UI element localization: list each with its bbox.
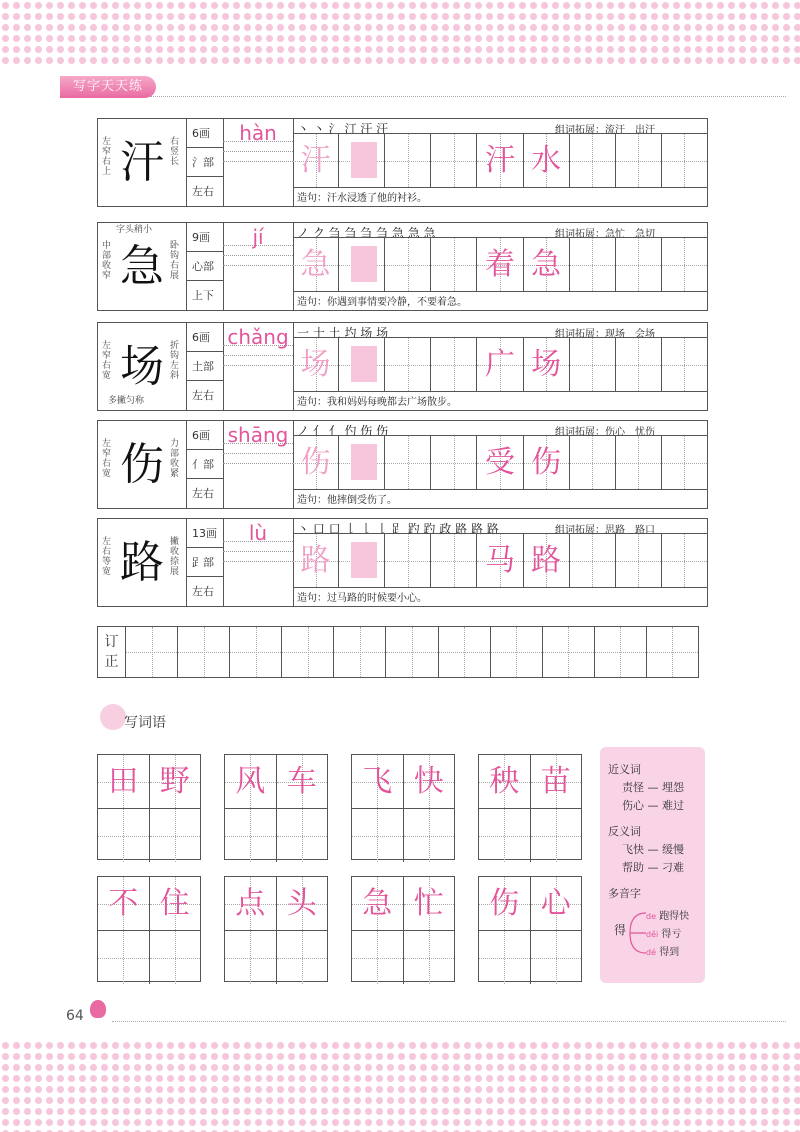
practice-cell[interactable] [339, 436, 385, 489]
structure: 左右 [192, 487, 214, 500]
practice-area [293, 519, 707, 606]
writing-tip: 多撇匀称 [108, 396, 145, 406]
stroke-order: 丶 丶 氵 汀 汗 汗 [297, 122, 389, 136]
writing-tip: 右竖长 [170, 137, 180, 167]
stroke-count: 6画 [186, 323, 223, 352]
example-sentence: 造句：汗水浸透了他的衬衫。 [297, 193, 427, 204]
word-expansion: 组词拓展：流汗 出汗 [555, 125, 655, 136]
writing-tip: 撇收捺展 [170, 537, 180, 577]
practice-cell[interactable] [662, 338, 707, 391]
synonym-pair: 责怪 — 埋怨 [622, 781, 684, 794]
practice-cell[interactable]: 水 [524, 134, 570, 187]
example-sentence: 造句：你遇到事情要冷静，不要着急。 [297, 297, 467, 308]
word-char-cell[interactable]: 秧 [479, 755, 531, 808]
pinyin-cell [223, 421, 294, 508]
practice-grid [293, 435, 707, 490]
empty-writing-cell[interactable] [150, 931, 201, 984]
pinyin: shāng [227, 423, 289, 447]
character-block [97, 518, 708, 607]
model-character-cell [98, 421, 187, 508]
word-expansion: 组词拓展：急忙 急切 [555, 229, 655, 240]
pinyin: lù [248, 521, 268, 545]
practice-cell[interactable] [385, 134, 431, 187]
practice-cell[interactable] [616, 436, 662, 489]
word-char-cell[interactable]: 心 [531, 877, 582, 930]
character-info [186, 323, 224, 410]
empty-writing-cell[interactable] [98, 931, 150, 984]
structure: 上下 [192, 289, 214, 302]
example-sentence: 造句：我和妈妈每晚都去广场散步。 [297, 397, 457, 408]
synonym-pair: 伤心 — 难过 [622, 799, 684, 812]
writing-tip: 力部收紧 [170, 439, 180, 479]
practice-cell[interactable] [662, 134, 707, 187]
word-expansion: 组词拓展：伤心 忧伤 [555, 427, 655, 438]
word-char-cell[interactable]: 住 [150, 877, 201, 930]
practice-grid [293, 133, 707, 188]
polyphone-char: 得 [614, 923, 627, 937]
empty-writing-cell[interactable] [531, 809, 582, 862]
practice-cell[interactable]: 场 [524, 338, 570, 391]
practice-grid [293, 533, 707, 588]
practice-cell[interactable]: 汗 [293, 134, 339, 187]
empty-writing-cell[interactable] [150, 809, 201, 862]
practice-cell[interactable] [616, 338, 662, 391]
structure: 左右 [192, 585, 214, 598]
brace-icon [626, 911, 648, 955]
structure: 左右 [192, 185, 214, 198]
word-box[interactable] [478, 754, 582, 860]
word-char-cell[interactable]: 伤 [479, 877, 531, 930]
empty-writing-cell[interactable] [404, 809, 455, 862]
practice-grid [293, 237, 707, 292]
practice-cell[interactable] [339, 534, 385, 587]
word-char-cell[interactable]: 风 [225, 755, 277, 808]
practice-cell[interactable]: 伤 [524, 436, 570, 489]
practice-cell[interactable] [616, 534, 662, 587]
vocabulary-panel [600, 747, 705, 983]
practice-cell[interactable]: 路 [524, 534, 570, 587]
practice-cell[interactable] [431, 238, 477, 291]
practice-cell[interactable]: 受 [477, 436, 523, 489]
practice-cell[interactable] [662, 238, 707, 291]
word-expansion: 组词拓展：现场 会场 [555, 329, 655, 340]
writing-tip: 中部收窄 [102, 241, 112, 281]
practice-cell[interactable] [662, 436, 707, 489]
stroke-count: 13画 [186, 519, 223, 548]
radical: 亻部 [186, 450, 223, 479]
character-block [97, 118, 708, 207]
page-number: 64 [66, 1008, 84, 1024]
word-char-cell[interactable]: 飞 [352, 755, 404, 808]
empty-writing-cell[interactable] [225, 931, 277, 984]
practice-cell[interactable]: 场 [293, 338, 339, 391]
practice-area [293, 421, 707, 508]
practice-cell[interactable] [385, 534, 431, 587]
character-info [186, 119, 224, 206]
practice-cell[interactable]: 路 [293, 534, 339, 587]
practice-cell[interactable] [385, 338, 431, 391]
practice-cell[interactable] [570, 238, 616, 291]
stroke-order: ノ ク 刍 刍 刍 刍 急 急 急 [297, 226, 436, 240]
word-char-cell[interactable]: 不 [98, 877, 150, 930]
reading-item: děi 得亏 [646, 929, 682, 940]
practice-cell[interactable]: 伤 [293, 436, 339, 489]
antonym-pair: 飞快 — 缓慢 [622, 843, 684, 856]
model-character-cell [98, 223, 187, 310]
model-character: 场 [120, 341, 164, 392]
writing-tip: 左窄右宽 [102, 341, 112, 381]
pinyin-cell [223, 323, 294, 410]
example-sentence: 造句：他摔倒受伤了。 [297, 495, 397, 506]
practice-cell[interactable] [570, 338, 616, 391]
practice-cell[interactable] [385, 238, 431, 291]
character-info [186, 421, 224, 508]
word-char-cell[interactable]: 忙 [404, 877, 455, 930]
polyphone-diagram [608, 903, 697, 963]
word-box[interactable] [351, 754, 455, 860]
word-char-cell[interactable]: 点 [225, 877, 277, 930]
section-icon [100, 704, 126, 730]
pinyin-cell [223, 119, 294, 206]
character-info [186, 223, 224, 310]
stroke-count: 9画 [186, 223, 223, 252]
word-box[interactable] [224, 876, 328, 982]
radical: 心部 [186, 252, 223, 281]
antonym-pair: 帮助 — 刁难 [622, 861, 684, 874]
model-character: 路 [120, 537, 164, 588]
practice-cell[interactable]: 汗 [477, 134, 523, 187]
practice-area [293, 323, 707, 410]
word-char-cell[interactable]: 车 [277, 755, 328, 808]
pinyin: hàn [239, 121, 277, 145]
practice-grid [293, 337, 707, 392]
section-title: 写词语 [124, 715, 166, 731]
example-sentence: 造句：过马路的时候要小心。 [297, 593, 427, 604]
word-char-cell[interactable]: 野 [150, 755, 201, 808]
reading-item: dé 得到 [646, 947, 680, 958]
pinyin: jí [252, 225, 264, 249]
model-character: 汗 [120, 137, 164, 188]
polyphone-heading: 多音字 [608, 887, 641, 900]
practice-area [293, 223, 707, 310]
radical: 土部 [186, 352, 223, 381]
writing-tip: 左窄右宽 [102, 439, 112, 479]
correction-row [97, 626, 699, 678]
top-dot-border [0, 0, 800, 64]
stroke-order: 丶 口 口 𠄌 𠄌 𠄌 𧾷 趵 趵 政 路 路 路 [297, 522, 499, 536]
word-char-cell[interactable]: 头 [277, 877, 328, 930]
practice-cell[interactable] [339, 238, 385, 291]
writing-tip: 卧钩右展 [170, 241, 180, 281]
empty-writing-cell[interactable] [352, 931, 404, 984]
practice-cell[interactable] [570, 134, 616, 187]
footer-divider [112, 1021, 786, 1022]
practice-cell[interactable] [616, 238, 662, 291]
character-block [97, 222, 708, 311]
header-divider [150, 96, 786, 97]
synonym-heading: 近义词 [608, 763, 641, 776]
empty-writing-cell[interactable] [531, 931, 582, 984]
model-character-cell [98, 119, 187, 206]
structure: 左右 [192, 389, 214, 402]
word-char-cell[interactable]: 快 [404, 755, 455, 808]
practice-cell[interactable]: 广 [477, 338, 523, 391]
empty-writing-cell[interactable] [479, 809, 531, 862]
word-char-cell[interactable]: 急 [352, 877, 404, 930]
practice-cell[interactable] [570, 534, 616, 587]
word-box[interactable] [478, 876, 582, 982]
practice-cell[interactable]: 急 [293, 238, 339, 291]
empty-writing-cell[interactable] [277, 931, 328, 984]
character-block [97, 420, 708, 509]
radical: 𧾷部 [186, 548, 223, 577]
correction-label: 订 正 [98, 627, 126, 677]
stroke-order: 一 十 土 圴 场 场 [297, 326, 389, 340]
empty-writing-cell[interactable] [352, 809, 404, 862]
radical: 氵部 [186, 148, 223, 177]
practice-cell[interactable] [385, 436, 431, 489]
practice-cell[interactable] [662, 534, 707, 587]
writing-tip: 折钩左斜 [170, 341, 180, 381]
character-info [186, 519, 224, 606]
writing-tip: 左窄右上 [102, 137, 112, 177]
empty-writing-cell[interactable] [479, 931, 531, 984]
practice-cell[interactable] [431, 338, 477, 391]
stroke-count: 6画 [186, 119, 223, 148]
practice-cell[interactable]: 急 [524, 238, 570, 291]
practice-cell[interactable]: 着 [477, 238, 523, 291]
practice-cell[interactable] [339, 134, 385, 187]
writing-tip: 左右等宽 [102, 537, 112, 577]
pinyin-cell [223, 223, 294, 310]
bottom-dot-border [0, 1040, 800, 1132]
practice-area [293, 119, 707, 206]
empty-writing-cell[interactable] [404, 931, 455, 984]
character-block [97, 322, 708, 411]
stroke-count: 6画 [186, 421, 223, 450]
word-box[interactable] [97, 876, 201, 982]
word-expansion: 组词拓展：思路 路口 [555, 525, 655, 536]
model-character: 伤 [120, 439, 164, 490]
model-character-cell [98, 519, 187, 606]
correction-cells[interactable] [126, 627, 698, 677]
pencil-icon [90, 1000, 106, 1018]
practice-cell[interactable] [431, 134, 477, 187]
empty-writing-cell[interactable] [225, 809, 277, 862]
word-char-cell[interactable]: 苗 [531, 755, 582, 808]
series-title-tab: 写字天天练 [60, 76, 156, 98]
reading-item: de 跑得快 [646, 911, 690, 922]
word-char-cell[interactable]: 田 [98, 755, 150, 808]
pinyin-cell [223, 519, 294, 606]
practice-cell[interactable]: 马 [477, 534, 523, 587]
model-character: 急 [120, 241, 164, 292]
empty-writing-cell[interactable] [277, 809, 328, 862]
stroke-order: ノ 亻 亻 仢 伤 伤 [297, 424, 389, 438]
word-box[interactable] [224, 754, 328, 860]
practice-cell[interactable] [570, 436, 616, 489]
pinyin: chǎng [227, 325, 289, 349]
model-character-cell [98, 323, 187, 410]
practice-cell[interactable] [616, 134, 662, 187]
empty-writing-cell[interactable] [98, 809, 150, 862]
antonym-heading: 反义词 [608, 825, 641, 838]
practice-cell[interactable] [431, 436, 477, 489]
word-box[interactable] [97, 754, 201, 860]
practice-cell[interactable] [339, 338, 385, 391]
practice-cell[interactable] [431, 534, 477, 587]
word-box[interactable] [351, 876, 455, 982]
writing-tip: 字头稍小 [116, 225, 153, 235]
